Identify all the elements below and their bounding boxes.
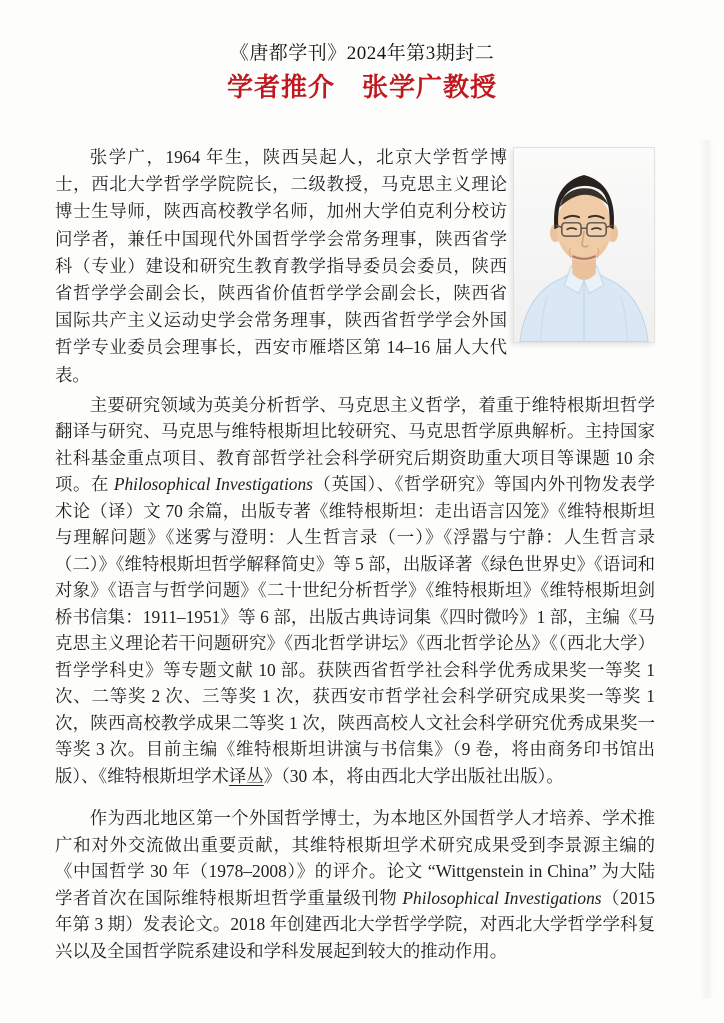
page-kicker: 《唐都学刊》2024年第3期封二 (229, 43, 495, 64)
contribution-paragraph (55, 805, 655, 964)
page-title: 学者推介 张学广教授 (226, 73, 497, 102)
journal-name-italic: Philosophical Investigations (402, 887, 602, 908)
research-achievements-paragraph (55, 392, 655, 790)
text-segment: （2015 年第 3 期）发表论文。2018 年创建西北大学哲学学院，对西北大学哲学学科复兴以及全国哲学院系建设和学科发展起到较大的推动作用。 (55, 887, 655, 961)
text-segment: 作为西北地区第一个外国哲学博士，为本地区外国哲学人才培养、学术推广和对外交流做出重要贡献，其维特根斯坦学术研究成果受到李景源主编的《中国哲学 30 年（1978–2008）》的评介。论文 “Wittgenstein in China” 为大陆学者首次在国际维特根斯坦哲学重量级刊物 (55, 808, 655, 908)
series-name-underlined: 译丛 (228, 765, 264, 786)
text-segment: 张学广，1964 年生，陕西吴起人，北京大学哲学博士，西北大学哲学学院院长，二级教授，马克思主义理论博士生导师，陕西高校教学名师，加州大学伯克利分校访问学者，兼任中国现代外国哲学学会常务理事，陕西省学科（专业）建设和研究生教育教学指导委员会委员，陕西省哲学学会副会长，陕西省价值哲学学会副会长，陕西省国际共产主义运动史学会常务理事，陕西省哲学学会外国哲学专业委员会理事长，西安市雁塔区第 14–16 届人大代表。 (55, 147, 507, 385)
bio-paragraph (55, 144, 507, 389)
text-segment: 主要研究领域为英美分析哲学、马克思主义哲学，着重于维特根斯坦哲学翻译与研究、马克思与维特根斯坦比较研究、马克思哲学原典解析。主持国家社科基金重点项目、教育部哲学社会科学研究后期资助重大项目等课题 10 余项。在 (55, 394, 655, 495)
article-body (55, 144, 655, 964)
text-segment: 》（30 本，将由西北大学出版社出版）。 (263, 765, 564, 786)
text-segment: （英国）、《哲学研究》等国内外刊物发表学术论（译）文 70 余篇，出版专著《维特根斯坦：走出语言囚笼》《维特根斯坦与理解问题》《迷雾与澄明：人生哲言录（一）》《浮嚣与宁静：人生哲言录（二）》《维特根斯坦哲学解释简史》等 5 部，出版译著《绿色世界史》《语词和对象》《语言与哲学问题》《二十世纪分析哲学》《维特根斯坦》《维特根斯坦剑桥书信集：1911–1951》等 6 部，出版古典诗词集《四时微吟》1 部，主编《马克思主义理论若干问题研究》《西北哲学讲坛》《西北哲学论丛》《（西北大学）哲学学科史》等专题文献 10 部。获陕西省哲学社会科学优秀成果奖一等奖 1 次、二等奖 2 次、三等奖 1 次，获西安市哲学社会科学研究成果奖一等奖 1 次，陕西高校教学成果二等奖 1 次，陕西高校人文社会科学研究优秀成果奖一等奖 3 次。目前主编《维特根斯坦讲演与书信集》（9 卷，将由商务印书馆出版）、《维特根斯坦学术 (55, 474, 655, 786)
journal-name-italic: Philosophical Investigations (113, 474, 313, 495)
